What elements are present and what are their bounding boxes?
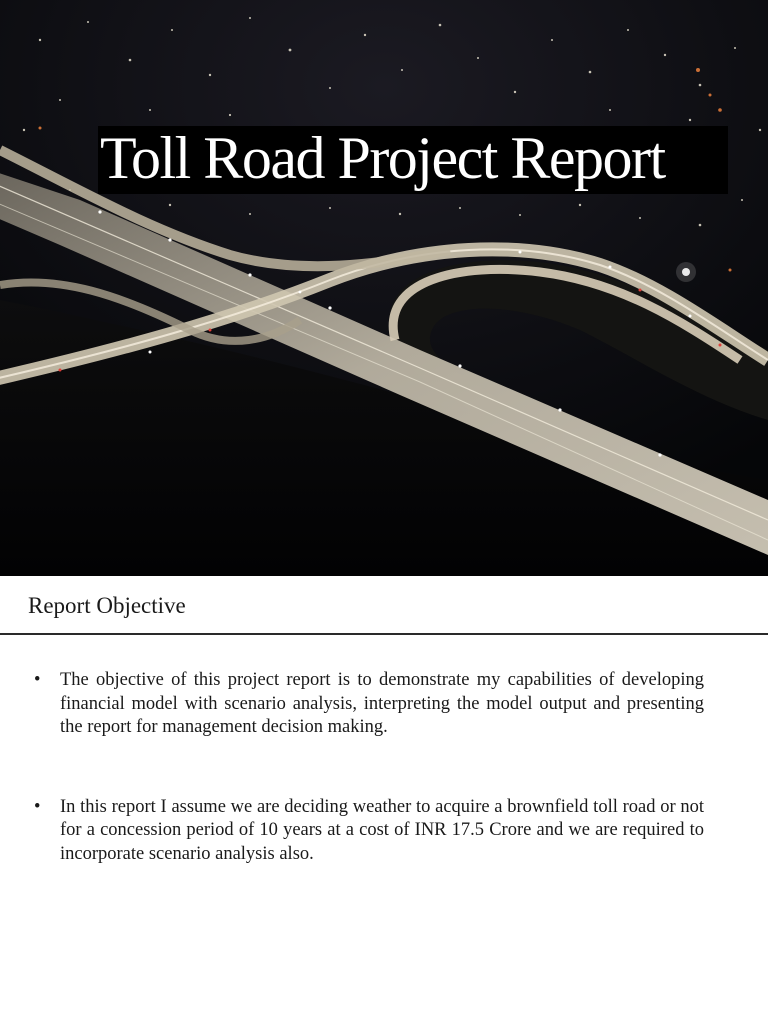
objective-list [34, 669, 704, 866]
bullet-text: In this report I assume we are deciding weather to acquire a brownfield toll road or not for a concession period of 10 years at a cost of INR 17.5 Crore and we are required to incorporate scenario analysis also. [60, 796, 704, 864]
list-item [34, 796, 704, 867]
bullet-icon: • [34, 796, 41, 817]
report-title: Toll Road Project Report [100, 125, 665, 191]
bullet-text: The objective of this project report is to demonstrate my capabilities of developing financial model with scenario analysis, interpreting the model output and presenting the report for management decision making. [60, 670, 704, 737]
list-item [34, 669, 704, 740]
section-heading: Report Objective [28, 593, 186, 618]
divider [0, 633, 768, 635]
bullet-icon: • [34, 670, 41, 690]
